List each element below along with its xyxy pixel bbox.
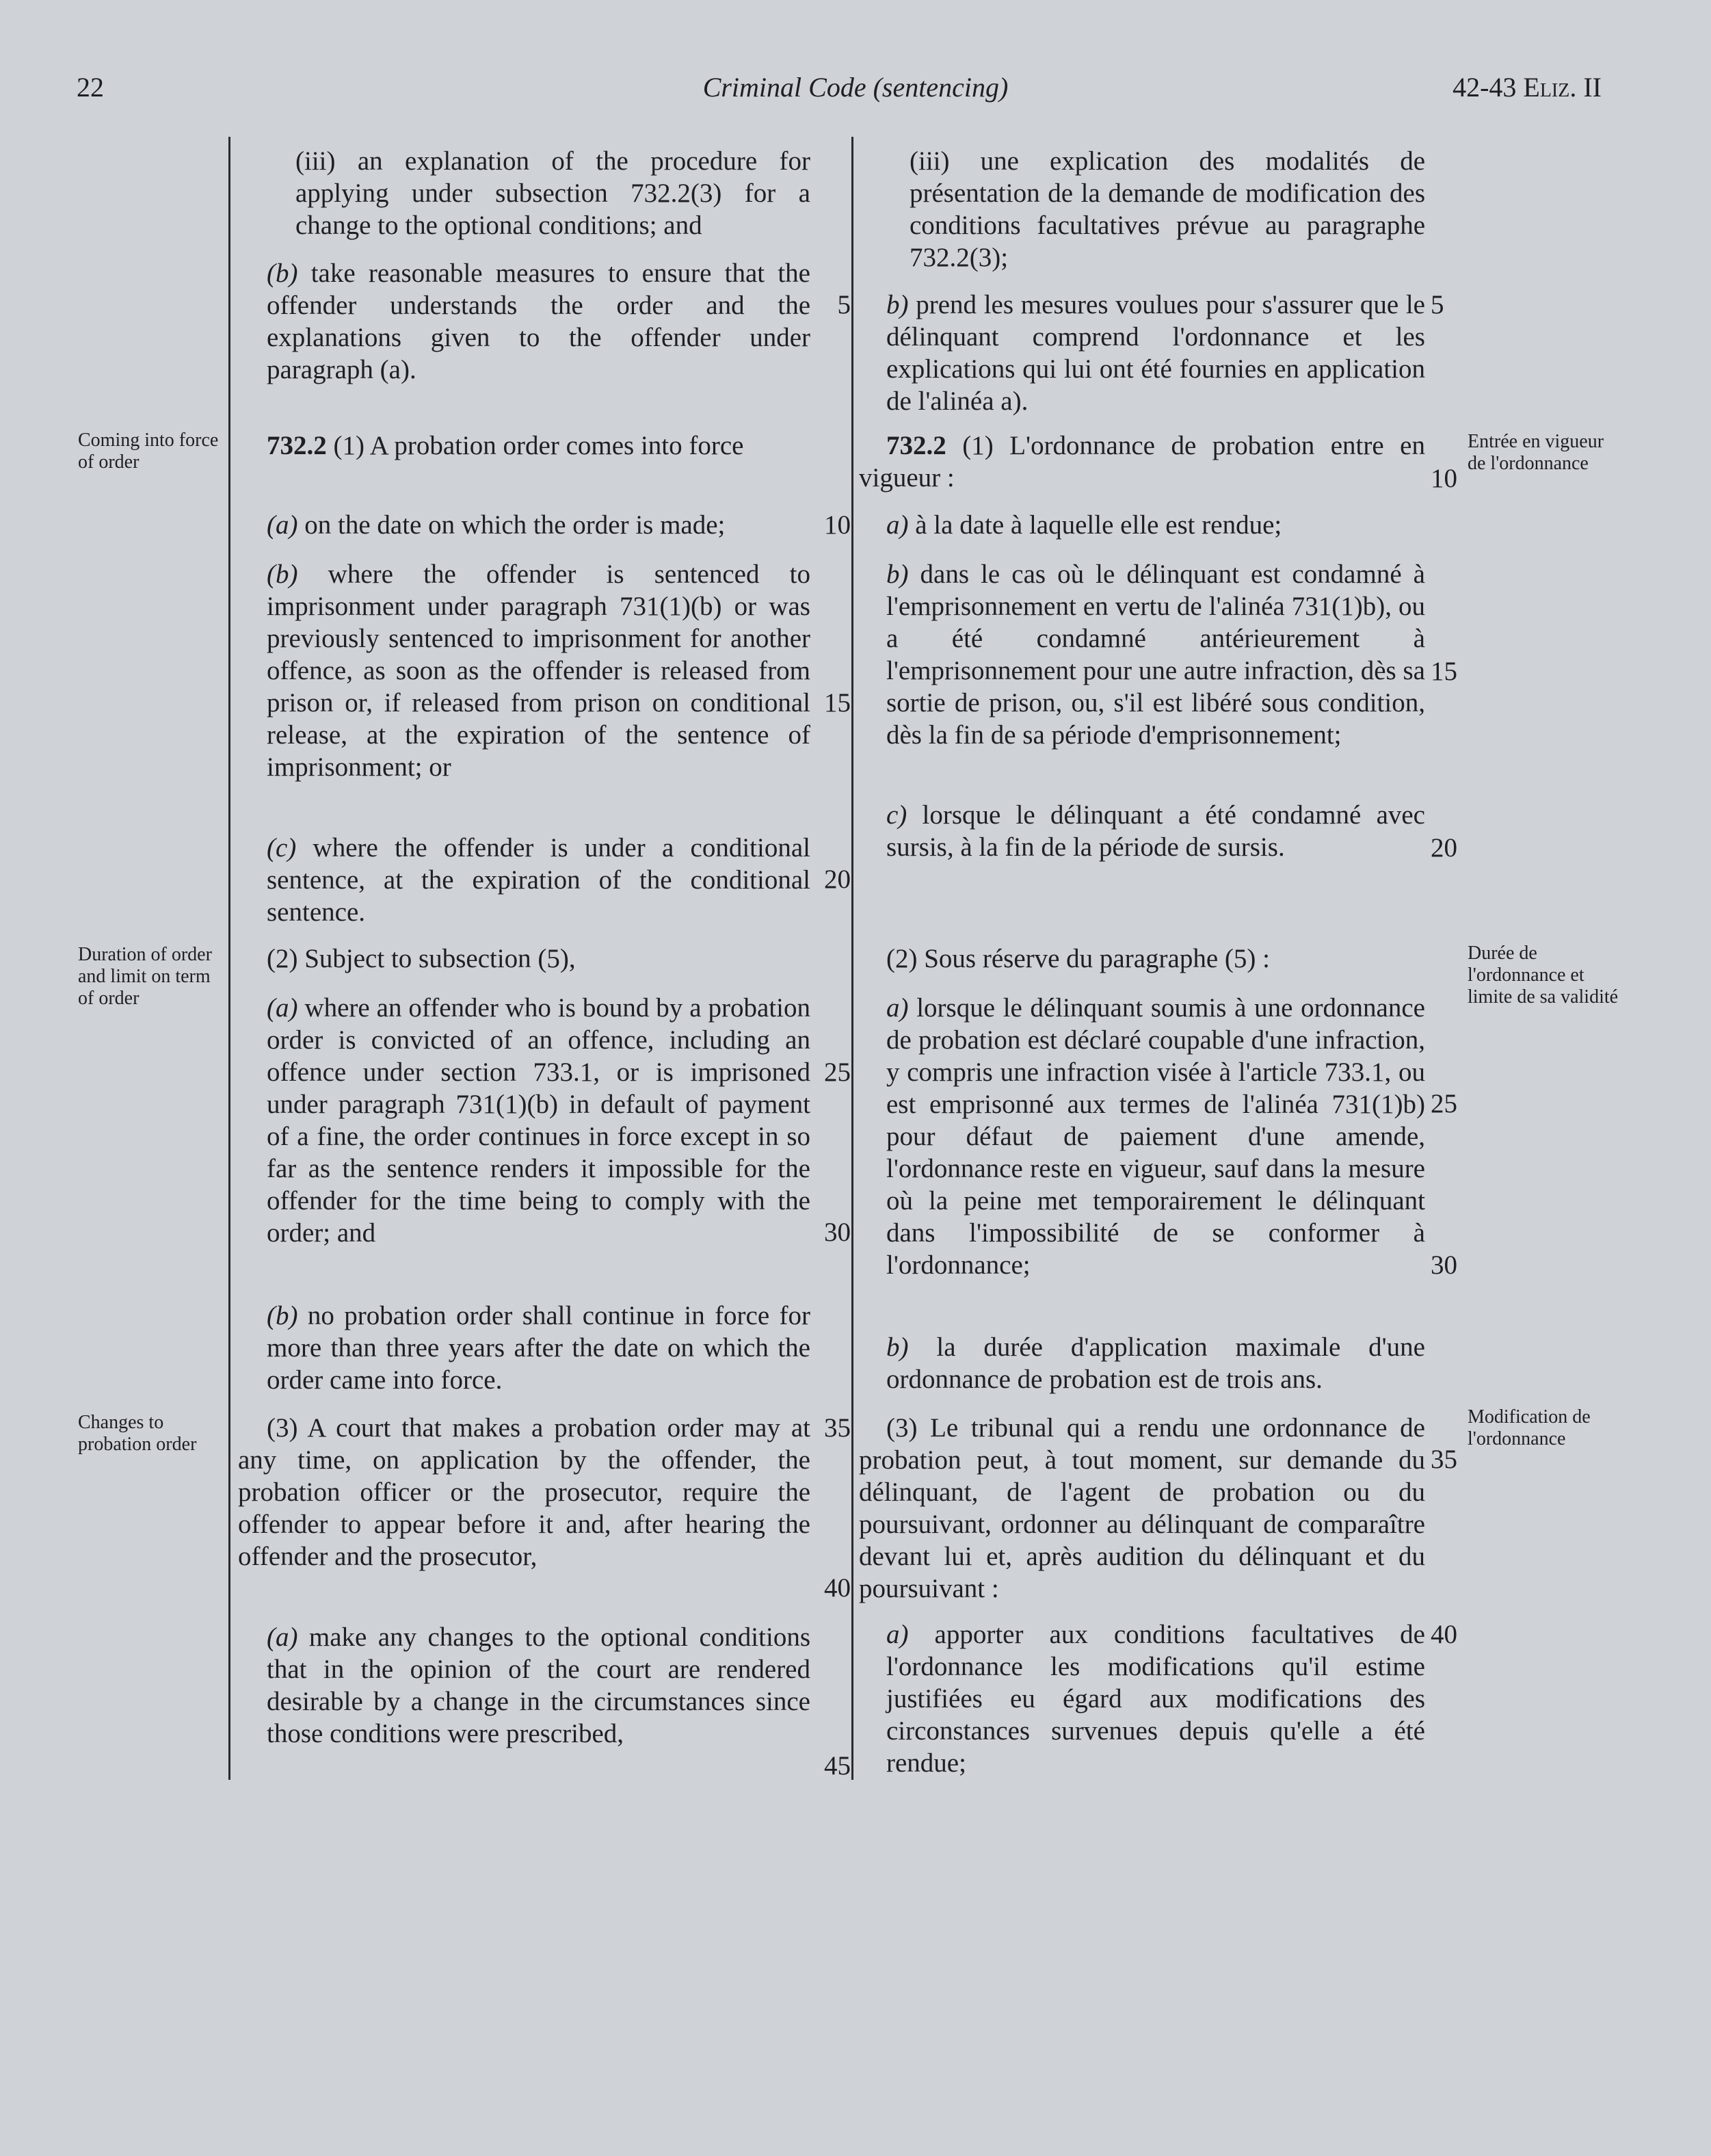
en-section-732-2-1 <box>238 430 810 462</box>
center-column-rule <box>851 137 853 1780</box>
en-text: take reasonable measures to ensure that the offender understands the order and the explanations given to the offender under paragraph (a). <box>267 259 810 384</box>
en-text: where the offender is under a conditional sentence, at the expiration of the conditional sentence. <box>267 833 810 927</box>
fr-subsection-2-b <box>886 1331 1425 1395</box>
fr-paragraph-c <box>886 799 1425 863</box>
margin-note-modification: Modification de l'ordonnance <box>1468 1406 1591 1449</box>
fr-paragraph-b <box>886 558 1425 751</box>
en-label: (b) <box>267 560 298 589</box>
en-line-number: 45 <box>824 1751 851 1780</box>
fr-text: à la date à laquelle elle est rendue; <box>908 510 1282 540</box>
en-line-number: 10 <box>824 510 851 540</box>
margin-note-coming-into-force: Coming into force of order <box>78 430 219 473</box>
en-text: (1) A probation order comes into force <box>326 431 744 460</box>
en-line-number: 25 <box>824 1057 851 1087</box>
margin-note-duree: Durée de l'ordonnance et limite de sa validité <box>1468 943 1619 1008</box>
fr-section-732-2-1 <box>859 430 1425 494</box>
fr-subsection-3: (3) Le tribunal qui a rendu une ordonnance de probation peut, à tout moment, sur demande du délinquant, de l'agent de probation ou du poursuivant, ordonner au délinquant de comparaître devant lui et, après audition du délinquant et du poursuivant : <box>859 1413 1425 1603</box>
en-section-number: 732.2 <box>267 431 327 460</box>
en-text: on the date on which the order is made; <box>297 510 726 540</box>
en-label: (b) <box>267 1301 298 1330</box>
fr-paragraph-a <box>886 509 1425 541</box>
en-subsection-2-b <box>267 1300 810 1396</box>
en-label: (b) <box>267 259 298 288</box>
en-text: no probation order shall continue in force for more than three years after the date on which the order came into force. <box>267 1301 810 1395</box>
margin-note-changes: Changes to probation order <box>78 1412 197 1455</box>
fr-paragraph-b-mesures <box>886 289 1425 417</box>
en-paragraph-c <box>267 832 810 928</box>
fr-label: a) <box>886 1620 909 1649</box>
page-number: 22 <box>77 72 104 103</box>
en-paragraph-a <box>267 509 810 541</box>
fr-label: b) <box>886 1332 909 1362</box>
fr-clause-iii: (iii) une explication des modalités de présentation de la demande de modification des conditions facultatives prévue au paragraphe 732.2(3); <box>910 146 1425 272</box>
en-text: where the offender is sentenced to imprisonment under paragraph 731(1)(b) or was previously sentenced to imprisonment for another offence, as soon as the offender is released from prison or, if released from prison on conditional release, at the expiration of the sentence of imprisonment; or <box>267 560 810 782</box>
fr-line-number: 35 <box>1431 1445 1457 1474</box>
fr-text: lorsque le délinquant soumis à une ordonnance de probation est déclaré coupable d'une infraction, y compris une infraction visée à l'article 733.1, ou est emprisonné aux termes de l'alinéa 731(1)b) pour défaut de paiement d'une amende, l'ordonnance reste en vigueur, sauf dans la mesure où la peine met temporairement le délinquant dans l'impossibilité de se conformer à l'ordonnance; <box>886 993 1425 1280</box>
fr-line-number: 10 <box>1431 464 1457 493</box>
fr-label: a) <box>886 510 909 540</box>
fr-subsection-3-a <box>886 1618 1425 1779</box>
fr-text: dans le cas où le délinquant est condamné à l'emprisonnement en vertu de l'alinéa 731(1)b), ou a été condamné antérieurement à l'emprisonnement pour une autre infraction, dès sa sortie de prison, ou, s'il est libéré sous condition, dès la fin de sa période d'emprisonnement; <box>886 560 1425 750</box>
fr-label: c) <box>886 800 907 830</box>
en-paragraph-b-measures <box>267 257 810 386</box>
en-label: (a) <box>267 1622 298 1652</box>
en-text: where an offender who is bound by a probation order is convicted of an offence, including an offence under section 733.1, or is imprisoned under paragraph 731(1)(b) in default of payment of a fine, the order continues in force except in so far as the sentence renders it impossible for the offender for the time being to comply with the order; and <box>267 993 810 1248</box>
session-tail: . II <box>1569 72 1602 103</box>
fr-line-number: 15 <box>1431 657 1457 686</box>
fr-label: b) <box>886 560 909 589</box>
en-line-number: 35 <box>824 1413 851 1443</box>
fr-section-number: 732.2 <box>886 431 946 460</box>
margin-note-duration: Duration of order and limit on term of order <box>78 944 212 1009</box>
left-column-rule <box>228 137 230 1780</box>
en-label: (a) <box>267 993 298 1023</box>
fr-label: b) <box>886 290 909 319</box>
en-line-number: 20 <box>824 865 851 894</box>
fr-line-number: 20 <box>1431 833 1457 863</box>
fr-subsection-2-a <box>886 992 1425 1281</box>
fr-line-number: 40 <box>1431 1620 1457 1649</box>
en-line-number: 5 <box>837 290 851 319</box>
en-line-number: 30 <box>824 1218 851 1247</box>
en-text: make any changes to the optional conditions that in the opinion of the court are rendered desirable by a change in the circumstances since those conditions were prescribed, <box>267 1622 810 1748</box>
fr-line-number: 5 <box>1431 290 1444 319</box>
fr-label: a) <box>886 993 909 1023</box>
en-subsection-2: (2) Subject to subsection (5), <box>267 944 576 973</box>
fr-line-number: 30 <box>1431 1250 1457 1280</box>
fr-text: apporter aux conditions facultatives de l'ordonnance les modifications qu'il estime justifiées eu égard aux modifications des circonstances survenues depuis qu'elle a été rendue; <box>886 1620 1425 1778</box>
fr-line-number: 25 <box>1431 1089 1457 1118</box>
session-small-caps: liz <box>1539 72 1570 103</box>
fr-text: lorsque le délinquant a été condamné avec sursis, à la fin de la période de sursis. <box>886 800 1425 862</box>
fr-text: (1) L'ordonnance de probation entre en vigueur : <box>859 431 1425 492</box>
en-clause-iii: (iii) an explanation of the procedure for applying under subsection 732.2(3) for a change to the optional conditions; and <box>295 146 810 240</box>
en-subsection-3: (3) A court that makes a probation order may at any time, on application by the offender, the probation officer or the prosecutor, require the offender to appear before it and, after hearing the offender and the prosecutor, <box>238 1413 810 1571</box>
session-main: 42-43 E <box>1453 72 1540 103</box>
en-line-number: 40 <box>824 1573 851 1603</box>
running-title: Criminal Code (sentencing) <box>702 72 1009 103</box>
margin-note-entree: Entrée en vigueur de l'ordonnance <box>1468 431 1604 474</box>
session-label <box>1453 71 1602 104</box>
fr-text: la durée d'application maximale d'une ordonnance de probation est de trois ans. <box>886 1332 1425 1394</box>
fr-text: prend les mesures voulues pour s'assurer que le délinquant comprend l'ordonnance et les explications qui lui ont été fournies en application de l'alinéa a). <box>886 290 1425 416</box>
en-paragraph-b <box>267 558 810 783</box>
en-label: (a) <box>267 510 298 540</box>
en-line-number: 15 <box>824 688 851 718</box>
en-subsection-3-a <box>267 1621 810 1750</box>
fr-subsection-2: (2) Sous réserve du paragraphe (5) : <box>886 944 1270 973</box>
en-label: (c) <box>267 833 297 863</box>
en-subsection-2-a <box>267 992 810 1249</box>
